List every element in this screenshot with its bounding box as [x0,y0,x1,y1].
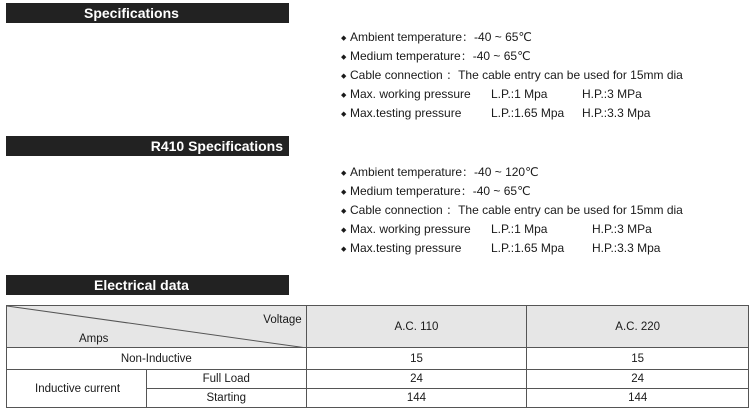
table-cell: 15 [527,348,749,370]
spec-item [341,182,683,201]
spec-hp-value: H.P.:3.3 Mpa [582,106,651,120]
amps-label: Amps [79,333,109,345]
spec-item [341,239,683,258]
electrical-data-title: Electrical data [94,277,189,293]
spec-label: Cable connection ：The cable entry can be used for 15mm dia [350,68,683,82]
spec-item [341,85,683,104]
electrical-data-header [6,275,289,295]
spec-label: Ambient temperature：-40 ~ 120℃ [350,165,539,179]
spec-label: Max.testing pressure [350,241,462,255]
diamond-bullet-icon: ◆ [341,189,347,196]
table-cell: 144 [527,389,749,408]
table-row [7,370,749,389]
row-label-inductive-current: Inductive current [7,370,147,408]
spec-label: Ambient temperature：-40 ~ 65℃ [350,30,532,44]
table-cell: 24 [527,370,749,389]
diamond-bullet-icon: ◆ [341,35,347,42]
diamond-bullet-icon: ◆ [341,227,347,234]
spec-label: Medium temperature：-40 ~ 65℃ [350,49,531,63]
spec-hp-value: H.P.:3.3 Mpa [592,241,661,255]
column-header: A.C. 110 [306,306,527,348]
diamond-bullet-icon: ◆ [341,54,347,61]
r410-specifications-title: R410 Specifications [150,138,283,154]
specifications-header [6,3,289,23]
table-header-row [7,306,749,348]
spec-hp-value: H.P.:3 MPa [592,222,652,236]
table-row [7,348,749,370]
r410-specifications-list [341,163,683,258]
header-diagonal-cell [7,306,307,348]
spec-item [341,163,683,182]
diagonal-divider [7,306,307,348]
diamond-bullet-icon: ◆ [341,73,347,80]
spec-item [341,47,683,66]
spec-item [341,220,683,239]
spec-label: Medium temperature：-40 ~ 65℃ [350,184,531,198]
spec-hp-value: H.P.:3 MPa [582,87,642,101]
spec-label: Max. working pressure [350,222,471,236]
table-cell: 15 [306,348,527,370]
diamond-bullet-icon: ◆ [341,170,347,177]
spec-lp-value: L.P.:1.65 Mpa [491,106,565,120]
diamond-bullet-icon: ◆ [341,92,347,99]
spec-label: Max. working pressure [350,87,471,101]
spec-item [341,104,683,123]
row-label-non-inductive: Non-Inductive [7,348,307,370]
spec-item [341,66,683,85]
spec-item [341,28,683,47]
spec-lp-value: L.P.:1 Mpa [491,222,548,236]
table-cell: 24 [306,370,527,389]
specifications-list [341,28,683,123]
table-cell: 144 [306,389,527,408]
spec-lp-value: L.P.:1 Mpa [491,87,548,101]
spec-item [341,201,683,220]
specifications-title: Specifications [84,5,179,21]
spec-label: Cable connection ：The cable entry can be used for 15mm dia [350,203,683,217]
spec-lp-value: L.P.:1.65 Mpa [491,241,565,255]
electrical-data-table [6,305,749,408]
column-header: A.C. 220 [527,306,749,348]
row-label-full-load: Full Load [146,370,306,389]
r410-specifications-header [6,136,289,156]
row-label-starting: Starting [146,389,306,408]
spec-label: Max.testing pressure [350,106,462,120]
diamond-bullet-icon: ◆ [341,111,347,118]
diamond-bullet-icon: ◆ [341,246,347,253]
voltage-label: Voltage [263,314,302,326]
diamond-bullet-icon: ◆ [341,208,347,215]
